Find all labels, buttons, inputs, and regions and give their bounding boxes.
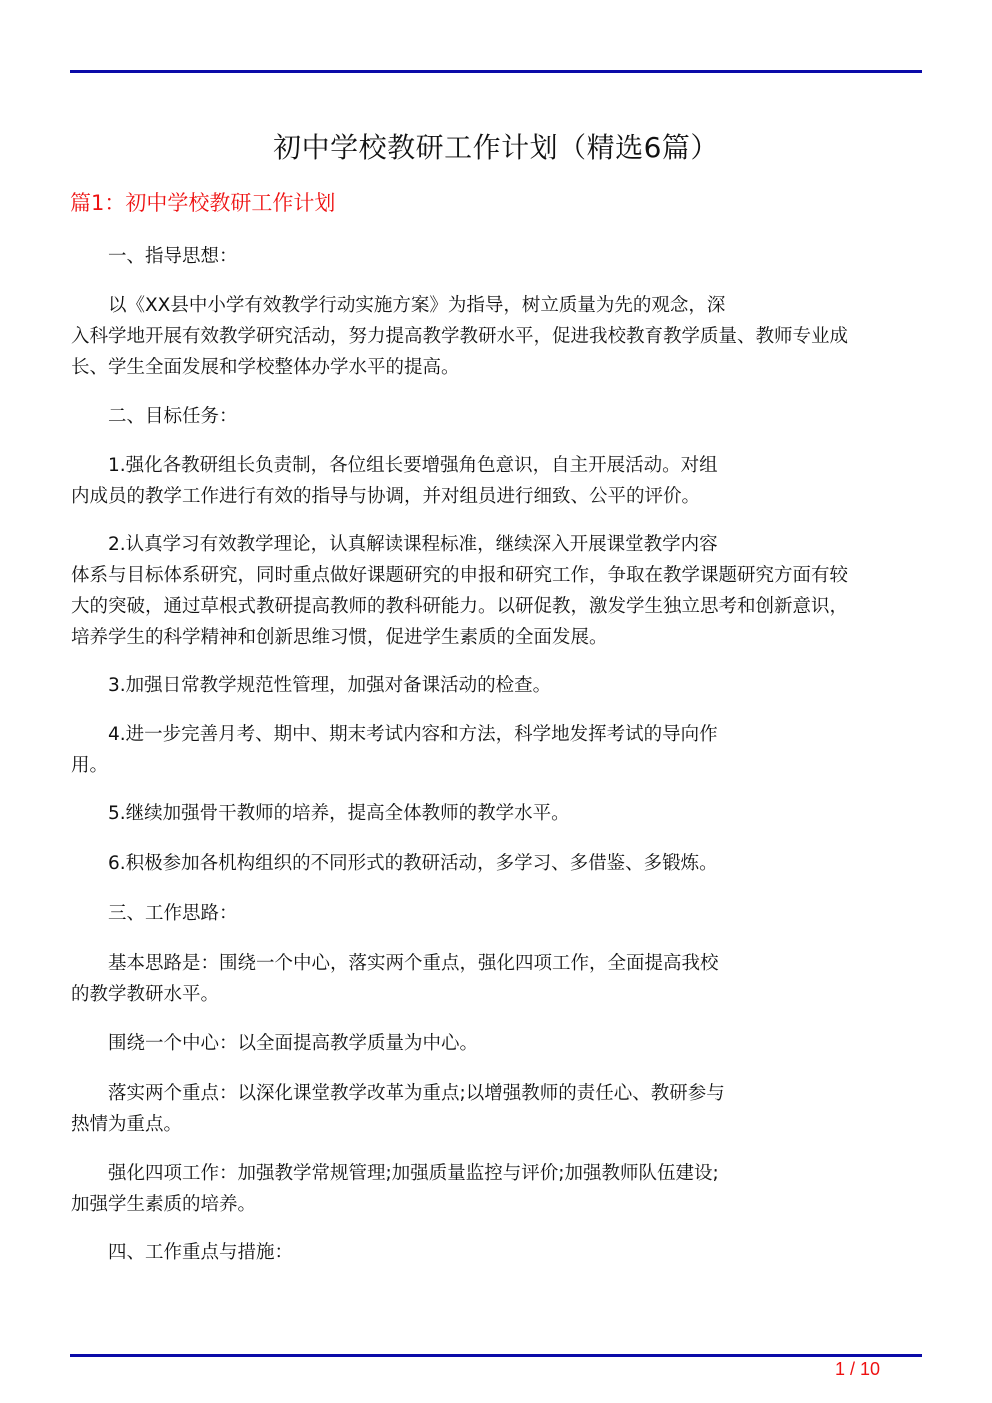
paragraph-line: 4.进一步完善月考、期中、期末考试内容和方法，科学地发挥考试的导向作 (108, 724, 718, 745)
paragraph-line: 二、目标任务： (108, 406, 238, 427)
paragraph-line: 入科学地开展有效教学研究活动，努力提高教学教研水平，促进我校教育教学质量、教师专业成 (71, 326, 849, 347)
paragraph-line: 加强学生素质的培养。 (71, 1194, 257, 1215)
paragraph-line: 热情为重点。 (71, 1114, 183, 1135)
paragraph-line: 三、工作思路： (108, 903, 238, 924)
paragraph-one-center (71, 1028, 921, 1059)
paragraph-basic-approach (71, 948, 921, 1010)
paragraph-line: 培养学生的科学精神和创新思维习惯，促进学生素质的全面发展。 (71, 627, 608, 648)
heading-work-approach (71, 898, 921, 929)
paragraph-line: 大的突破，通过草根式教研提高教师的教科研能力。以研促教，激发学生独立思考和创新意识， (71, 596, 849, 617)
paragraph-two-focuses (71, 1078, 921, 1140)
paragraph-line: 落实两个重点：以深化课堂教学改革为重点;以增强教师的责任心、教研参与 (108, 1083, 725, 1104)
paragraph-line: 强化四项工作：加强教学常规管理;加强质量监控与评价;加强教师队伍建设; (108, 1163, 719, 1184)
paragraph-four-tasks (71, 1158, 921, 1220)
footer-rule (70, 1354, 922, 1357)
paragraph-goal-6 (71, 848, 921, 879)
header-rule (70, 70, 922, 73)
paragraph-guiding-ideology (71, 290, 921, 383)
paragraph-line: 围绕一个中心：以全面提高教学质量为中心。 (108, 1033, 479, 1054)
paragraph-goal-1 (71, 450, 921, 512)
paragraph-goal-5 (71, 798, 921, 829)
paragraph-line: 基本思路是：围绕一个中心，落实两个重点，强化四项工作，全面提高我校 (108, 953, 719, 974)
paragraph-line: 3.加强日常教学规范性管理，加强对备课活动的检查。 (108, 675, 552, 696)
heading-goals-tasks (71, 401, 921, 432)
heading-key-work-measures (71, 1237, 921, 1268)
paragraph-line: 内成员的教学工作进行有效的指导与协调，并对组员进行细致、公平的评价。 (71, 486, 701, 507)
paragraph-line: 2.认真学习有效教学理论，认真解读课程标准，继续深入开展课堂教学内容 (108, 534, 718, 555)
paragraph-goal-2 (71, 529, 921, 653)
paragraph-line: 的教学教研水平。 (71, 984, 220, 1005)
paragraph-line: 1.强化各教研组长负责制，各位组长要增强角色意识，自主开展活动。对组 (108, 455, 718, 476)
paragraph-line: 体系与目标体系研究，同时重点做好课题研究的申报和研究工作，争取在教学课题研究方面有较 (71, 565, 849, 586)
paragraph-line: 5.继续加强骨干教师的培养，提高全体教师的教学水平。 (108, 803, 570, 824)
section-heading: 篇1：初中学校教研工作计划 (70, 191, 336, 215)
paragraph-line: 一、指导思想： (108, 246, 238, 267)
page-number: 1 / 10 (834, 1359, 880, 1379)
paragraph-line: 长、学生全面发展和学校整体办学水平的提高。 (71, 357, 460, 378)
paragraph-line: 6.积极参加各机构组织的不同形式的教研活动，多学习、多借鉴、多锻炼。 (108, 853, 718, 874)
document-title: 初中学校教研工作计划（精选6篇） (273, 131, 719, 164)
heading-guiding-ideology (71, 241, 921, 272)
paragraph-goal-4 (71, 719, 921, 781)
paragraph-goal-3 (71, 670, 921, 701)
paragraph-line: 四、工作重点与措施： (108, 1242, 294, 1263)
paragraph-line: 以《XX县中小学有效教学行动实施方案》为指导，树立质量为先的观念，深 (108, 295, 726, 316)
paragraph-line: 用。 (71, 755, 109, 776)
